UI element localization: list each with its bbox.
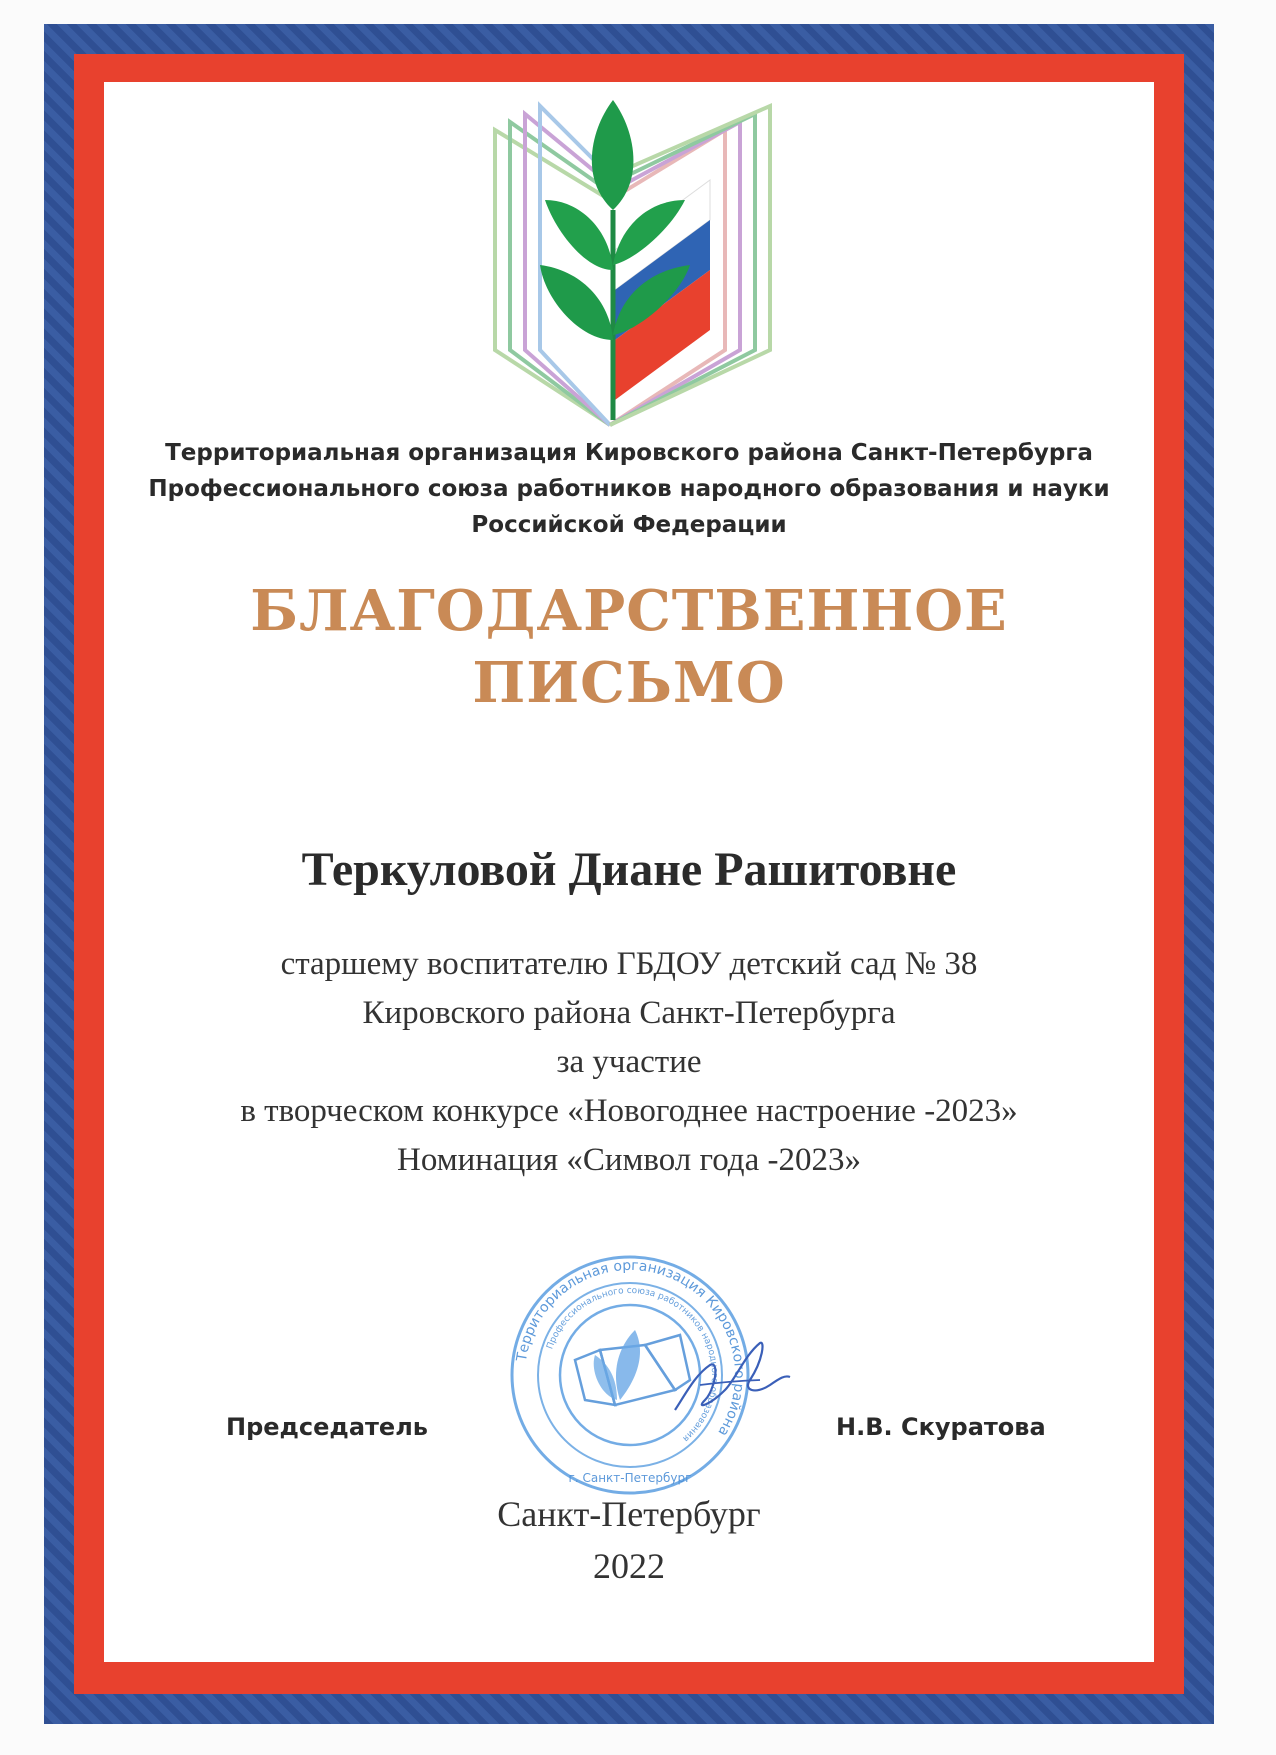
award-text-line-2: Кировского района Санкт-Петербурга [362, 995, 896, 1031]
organization-name [104, 435, 1154, 543]
award-text-line-5: Номинация «Символ года -2023» [397, 1142, 861, 1178]
award-text [104, 940, 1154, 1185]
signatory-name: Н.В. Скуратова [836, 1413, 1046, 1441]
stamp-outer-text: Территориальная организация Кировского района [513, 1257, 748, 1439]
stamp-bottom-text: г. Санкт-Петербург [568, 1471, 692, 1485]
organization-line-1: Территориальная организация Кировского района Санкт-Петербурга [165, 440, 1093, 466]
award-text-line-4: в творческом конкурсе «Новогоднее настроение -2023» [240, 1093, 1018, 1129]
organization-line-3: Российской Федерации [471, 512, 787, 538]
document-title [104, 575, 1154, 719]
place-and-year [104, 1488, 1154, 1592]
stamp-inner-text: Профессионального союза работников народного образования [545, 1285, 720, 1444]
year: 2022 [593, 1546, 665, 1586]
union-emblem-logo-icon [485, 100, 785, 430]
document-title-line-2: ПИСЬМО [472, 650, 786, 716]
recipient-name: Теркуловой Диане Рашитовне [301, 843, 957, 896]
award-text-line-1: старшему воспитателю ГБДОУ детский сад № 38 [280, 946, 978, 982]
organization-line-2: Профессионального союза работников народного образования и науки [148, 476, 1110, 502]
signatory-position: Председатель [226, 1413, 428, 1441]
place: Санкт-Петербург [497, 1494, 761, 1534]
handwritten-signature [665, 1335, 795, 1425]
document-title-line-1: БЛАГОДАРСТВЕННОЕ [250, 578, 1008, 644]
award-text-line-3: за участие [556, 1044, 702, 1080]
